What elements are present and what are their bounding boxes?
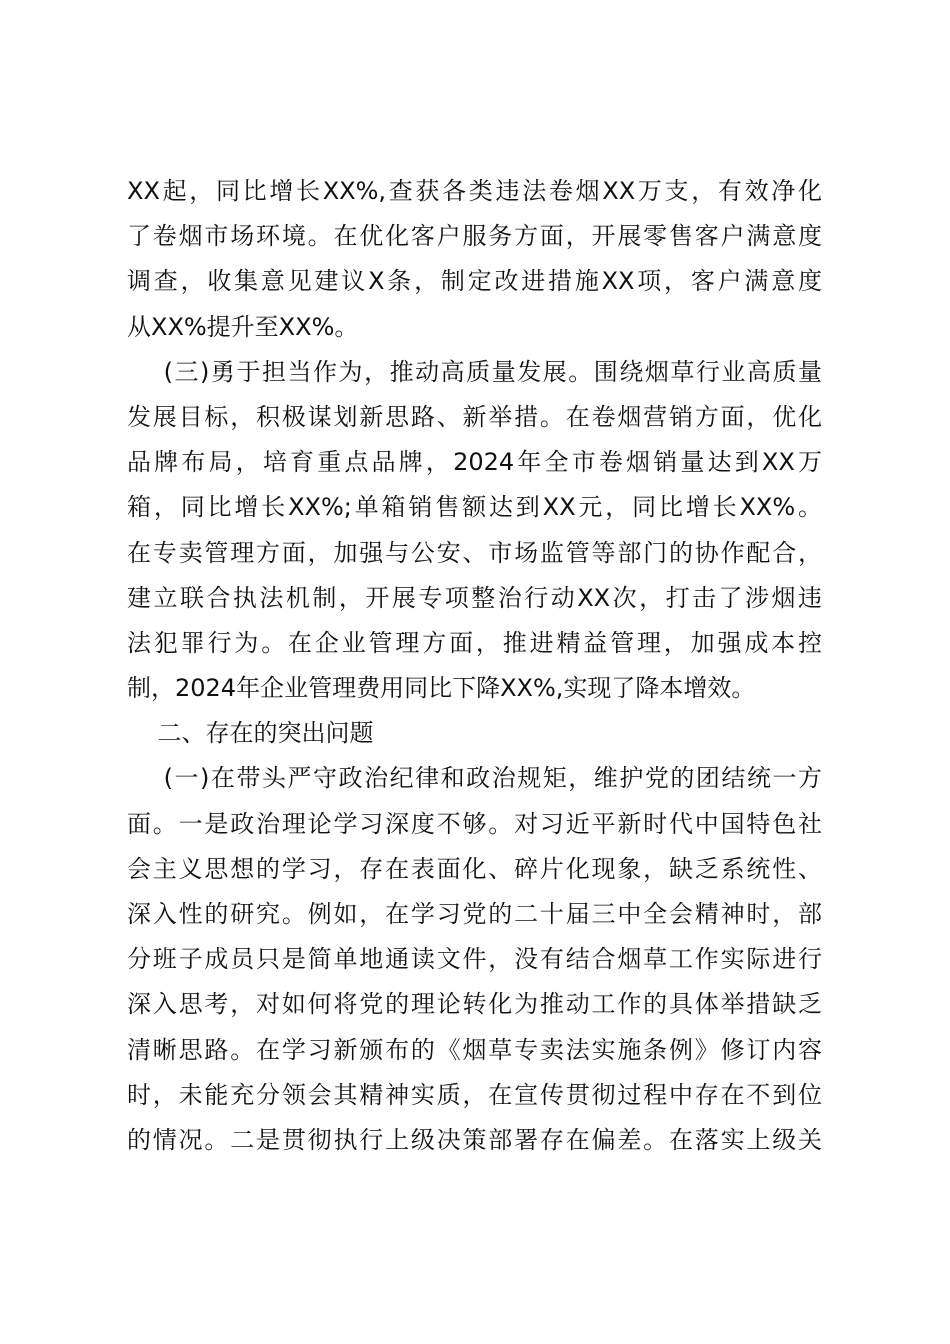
section-heading: 二、存在的突出问题 xyxy=(127,719,374,748)
text-line: 深入性的研究。例如，在学习党的二十届三中全会精神时，部 xyxy=(127,900,822,928)
text-line: 清晰思路。在学习新颁布的《烟草专卖法实施条例》修订内容 xyxy=(127,1035,822,1064)
text-line: 分班子成员只是简单地通读文件，没有结合烟草工作实际进行 xyxy=(127,945,822,974)
text-line: 制，2024年企业管理费用同比下降XX%,实现了降本增效。 xyxy=(127,674,756,703)
text-line: XX起，同比增长XX%,查获各类违法卷烟XX万支，有效净化 xyxy=(127,177,822,205)
text-line: 发展目标，积极谋划新思路、新举措。在卷烟营销方面，优化 xyxy=(127,402,822,431)
text-line: 在专卖管理方面，加强与公安、市场监管等部门的协作配合， xyxy=(127,538,822,567)
body-text xyxy=(127,169,822,1163)
text-line: 法犯罪行为。在企业管理方面，推进精益管理，加强成本控 xyxy=(127,628,822,657)
text-line: 箱，同比增长XX%;单箱销售额达到XX元，同比增长XX%。 xyxy=(127,493,822,522)
text-line: 面。一是政治理论学习深度不够。对习近平新时代中国特色社 xyxy=(127,809,822,838)
text-line: 深入思考，对如何将党的理论转化为推动工作的具体举措缺乏 xyxy=(127,990,822,1019)
text-line: (三)勇于担当作为，推动高质量发展。围绕烟草行业高质量 xyxy=(127,357,822,386)
text-line: 了卷烟市场环境。在优化客户服务方面，开展零售客户满意度 xyxy=(127,222,822,251)
text-line: (一)在带头严守政治纪律和政治规矩，维护党的团结统一方 xyxy=(127,764,822,793)
text-line: 会主义思想的学习，存在表面化、碎片化现象，缺乏系统性、 xyxy=(127,854,822,883)
text-line: 时，未能充分领会其精神实质，在宣传贯彻过程中存在不到位 xyxy=(127,1080,822,1109)
text-line: 建立联合执法机制，开展专项整治行动XX次，打击了涉烟违 xyxy=(127,583,822,612)
text-line: 品牌布局，培育重点品牌，2024年全市卷烟销量达到XX万 xyxy=(127,448,822,477)
text-line: 从XX%提升至XX%。 xyxy=(127,312,359,341)
text-line: 调查，收集意见建议X条，制定改进措施XX项，客户满意度 xyxy=(127,267,822,296)
text-line: 的情况。二是贯彻执行上级决策部署存在偏差。在落实上级关 xyxy=(127,1125,822,1154)
